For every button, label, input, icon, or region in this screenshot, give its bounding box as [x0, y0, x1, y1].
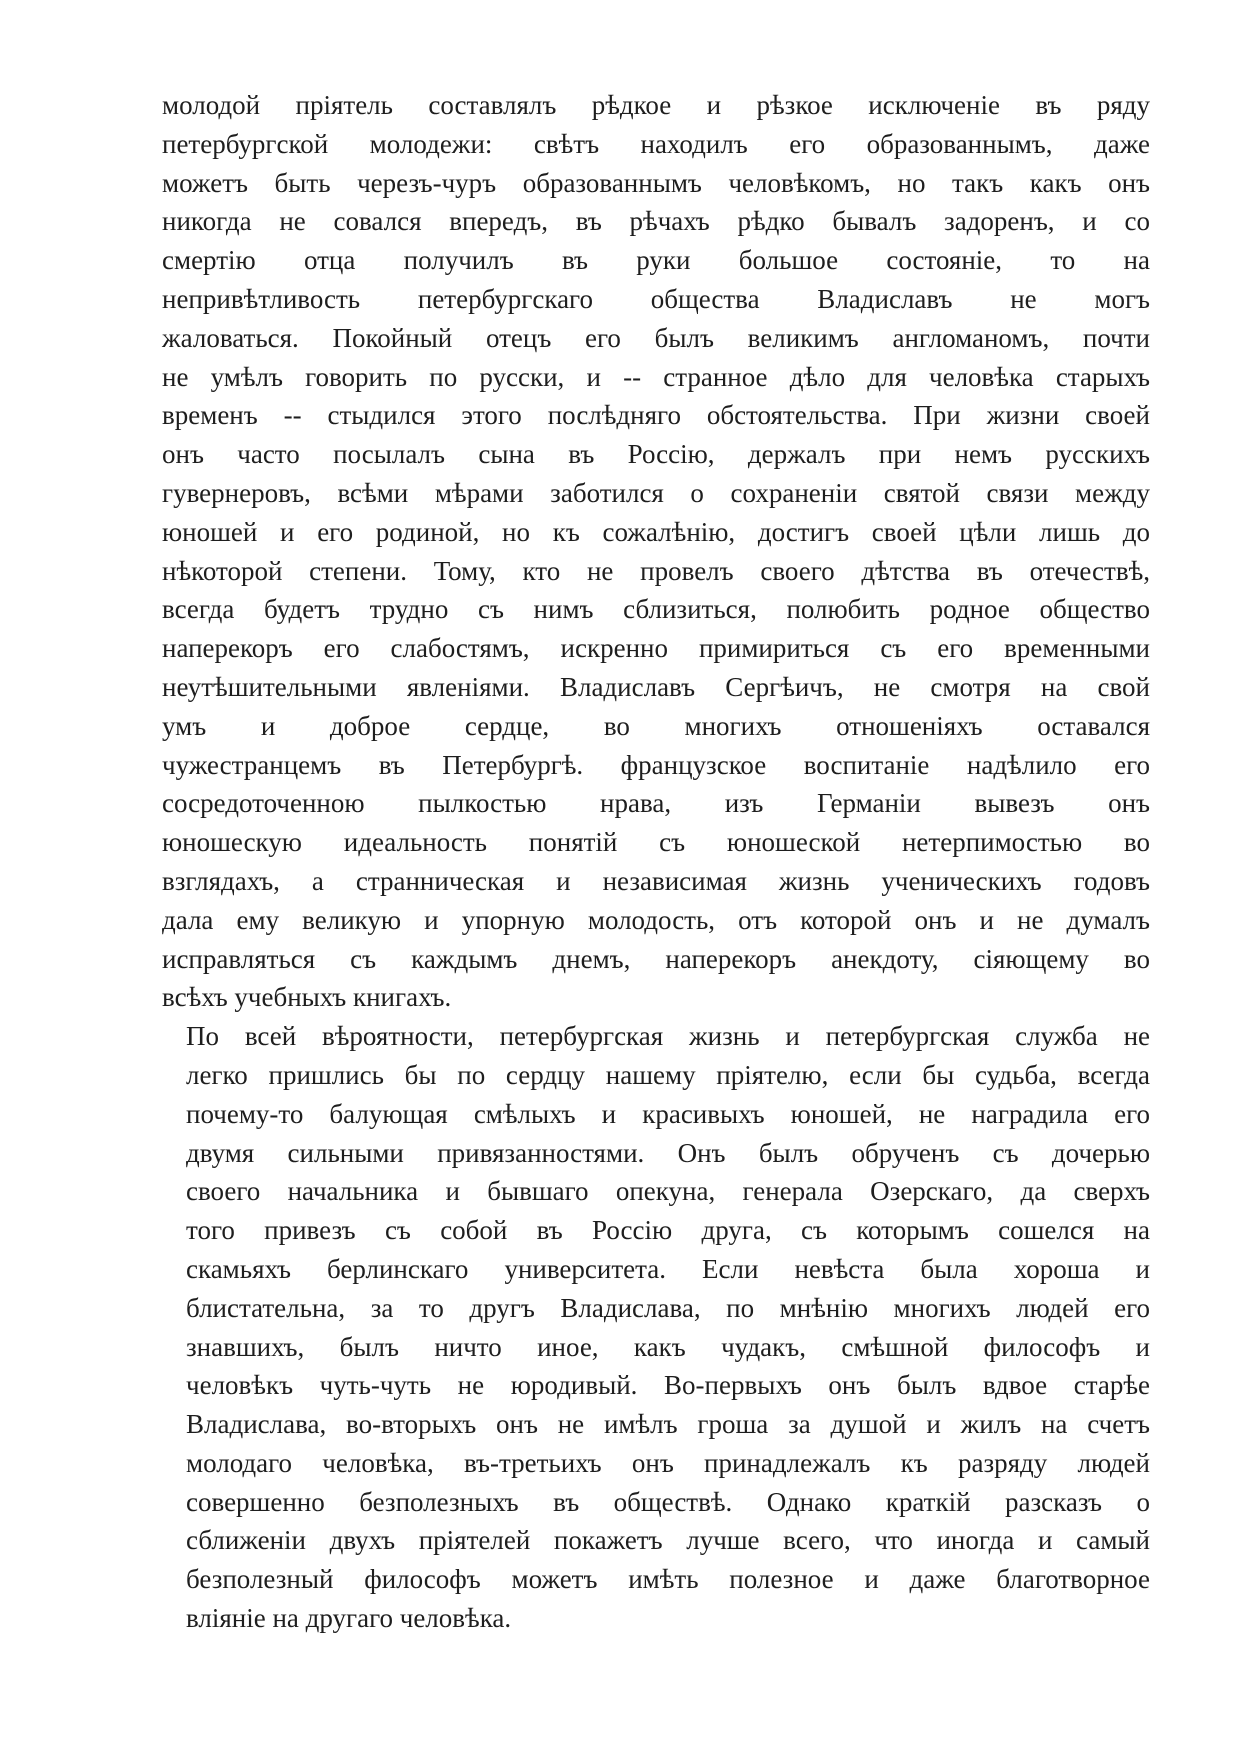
text-line: неутѣшительными явленiями. Владиславъ Сергѣичъ, не смотря на свой	[162, 671, 1150, 702]
text-line: блистательна, за то другъ Владислава, по мнѣнiю многихъ людей его	[186, 1292, 1150, 1323]
text-line: молодаго человѣка, въ-третьихъ онъ принадлежалъ къ разряду людей	[186, 1447, 1150, 1478]
text-line: петербургской молодежи: свѣтъ находилъ его образованнымъ, даже	[162, 128, 1150, 159]
text-line: знавшихъ, былъ ничто иное, какъ чудакъ, смѣшной философъ и	[186, 1331, 1150, 1362]
text-line: можетъ быть черезъ-чуръ образованнымъ человѣкомъ, но такъ какъ онъ	[162, 167, 1150, 198]
text-line: жаловаться. Покойный отецъ его былъ великимъ англоманомъ, почти	[162, 322, 1150, 353]
text-line: сближенiи двухъ прiятелей покажетъ лучше всего, что иногда и самый	[186, 1525, 1150, 1556]
text-line: дала ему великую и упорную молодость, отъ которой онъ и не думалъ	[162, 904, 1150, 935]
text-line: юношескую идеальность понятiй съ юношеской нетерпимостью во	[162, 827, 1150, 858]
text-line: наперекоръ его слабостямъ, искренно примириться съ его временными	[162, 633, 1150, 664]
text-line: никогда не совался впередъ, въ рѣчахъ рѣдко бывалъ задоренъ, и со	[162, 206, 1150, 237]
text-line: гувернеровъ, всѣми мѣрами заботился о сохраненiи святой связи между	[162, 477, 1150, 508]
text-line: скамьяхъ берлинскаго университета. Если невѣста была хороша и	[186, 1253, 1150, 1284]
text-line: онъ часто посылалъ сына въ Россiю, держалъ при немъ русскихъ	[162, 439, 1150, 470]
document-page	[162, 86, 1150, 1638]
text-line: почему-то балующая смѣлыхъ и красивыхъ юношей, не наградила его	[186, 1098, 1150, 1129]
text-line: безполезный философъ можетъ имѣть полезное и даже благотворное	[186, 1564, 1150, 1595]
text-line: легко пришлись бы по сердцу нашему прiятелю, если бы судьба, всегда	[186, 1059, 1150, 1090]
text-line: того привезъ съ собой въ Россiю друга, съ которымъ сошелся на	[186, 1215, 1150, 1246]
text-line: всегда будетъ трудно съ нимъ сблизиться, полюбить родное общество	[162, 594, 1150, 625]
text-line: По всей вѣроятности, петербургская жизнь и петербургская служба не	[186, 1021, 1150, 1052]
text-line: непривѣтливость петербургскаго общества Владиславъ не могъ	[162, 283, 1150, 314]
text-line: Владислава, во-вторыхъ онъ не имѣлъ гроша за душой и жилъ на счетъ	[186, 1409, 1150, 1440]
text-line: исправляться съ каждымъ днемъ, наперекоръ анекдоту, сiяющему во	[162, 943, 1150, 974]
text-line: чужестранцемъ въ Петербургѣ. французское воспитанiе надѣлило его	[162, 749, 1150, 780]
text-line: временъ -- стыдился этого послѣдняго обстоятельства. При жизни своей	[162, 400, 1150, 431]
text-line: нѣкоторой степени. Тому, кто не провелъ своего дѣтства въ отечествѣ,	[162, 555, 1150, 586]
text-line: влiянiе на другаго человѣка.	[186, 1603, 512, 1634]
text-line: взглядахъ, а странническая и независимая жизнь ученическихъ годовъ	[162, 865, 1150, 896]
text-line: смертiю отца получилъ въ руки большое состоянiе, то на	[162, 245, 1150, 276]
text-line: сосредоточенною пылкостью нрава, изъ Германiи вывезъ онъ	[162, 788, 1150, 819]
text-line: совершенно безполезныхъ въ обществѣ. Однако краткiй разсказъ о	[186, 1486, 1150, 1517]
text-line: юношей и его родиной, но къ сожалѣнiю, достигъ своей цѣли лишь до	[162, 516, 1150, 547]
paragraph-1	[162, 86, 1150, 1017]
paragraph-2	[162, 1017, 1150, 1638]
text-line: молодой прiятель составлялъ рѣдкое и рѣзкое исключенiе въ ряду	[162, 90, 1150, 120]
text-line: своего начальника и бывшаго опекуна, генерала Озерскаго, да сверхъ	[186, 1176, 1150, 1207]
text-line: человѣкъ чуть-чуть не юродивый. Во-первыхъ онъ былъ вдвое старѣе	[186, 1370, 1150, 1401]
text-line: не умѣлъ говорить по русски, и -- странное дѣло для человѣка старыхъ	[162, 361, 1150, 392]
text-line: всѣхъ учебныхъ книгахъ.	[162, 982, 452, 1013]
text-line: двумя сильными привязанностями. Онъ былъ обрученъ съ дочерью	[186, 1137, 1150, 1168]
text-line: умъ и доброе сердце, во многихъ отношенiяхъ оставался	[162, 710, 1150, 741]
